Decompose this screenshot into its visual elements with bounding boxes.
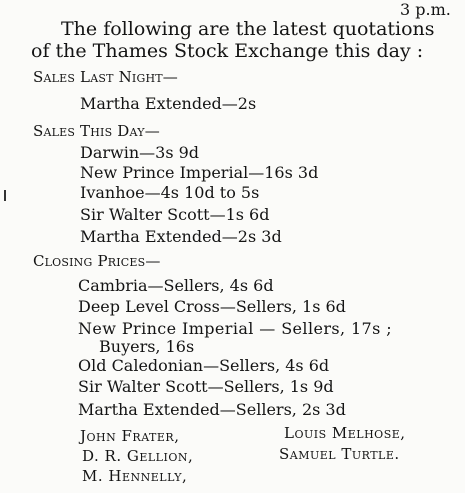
signatory-name: Louis Melhose, [284,424,406,442]
sale-this-day-item: Martha Extended—2s 3d [80,227,282,246]
closing-price-item-continuation: Buyers, 16s [99,337,195,356]
sale-this-day-item: Sir Walter Scott—1s 6d [80,205,270,224]
sale-last-night-item: Martha Extended—2s [80,94,257,113]
intro-line-2: of the Thames Stock Exchange this day : [31,40,424,62]
closing-price-item: Martha Extended—Sellers, 2s 3d [78,400,346,419]
intro-line-1: The following are the latest quotations [61,18,435,40]
signatory-name: Samuel Turtle. [279,445,400,463]
edge-ink-mark [4,190,6,201]
heading-sales-last-night: Sales Last Night— [33,68,178,86]
closing-price-item: Sir Walter Scott—Sellers, 1s 9d [78,377,334,396]
heading-sales-this-day: Sales This Day— [33,122,160,140]
signatory-name: D. R. Gellion, [82,447,194,465]
signatory-name: M. Hennelly, [82,467,188,485]
report-time: 3 p.m. [400,0,451,19]
heading-closing-prices: Closing Prices— [33,252,161,270]
closing-price-item: Old Caledonian—Sellers, 4s 6d [78,356,330,375]
closing-price-item: New Prince Imperial — Sellers, 17s ; [78,319,393,338]
sale-this-day-item: Darwin—3s 9d [80,143,200,162]
closing-price-item: Deep Level Cross—Sellers, 1s 6d [78,297,346,316]
sale-this-day-item: Ivanhoe—4s 10d to 5s [80,183,260,202]
signatory-name: John Frater, [80,427,180,445]
closing-price-item: Cambria—Sellers, 4s 6d [78,276,274,295]
sale-this-day-item: New Prince Imperial—16s 3d [80,163,319,182]
